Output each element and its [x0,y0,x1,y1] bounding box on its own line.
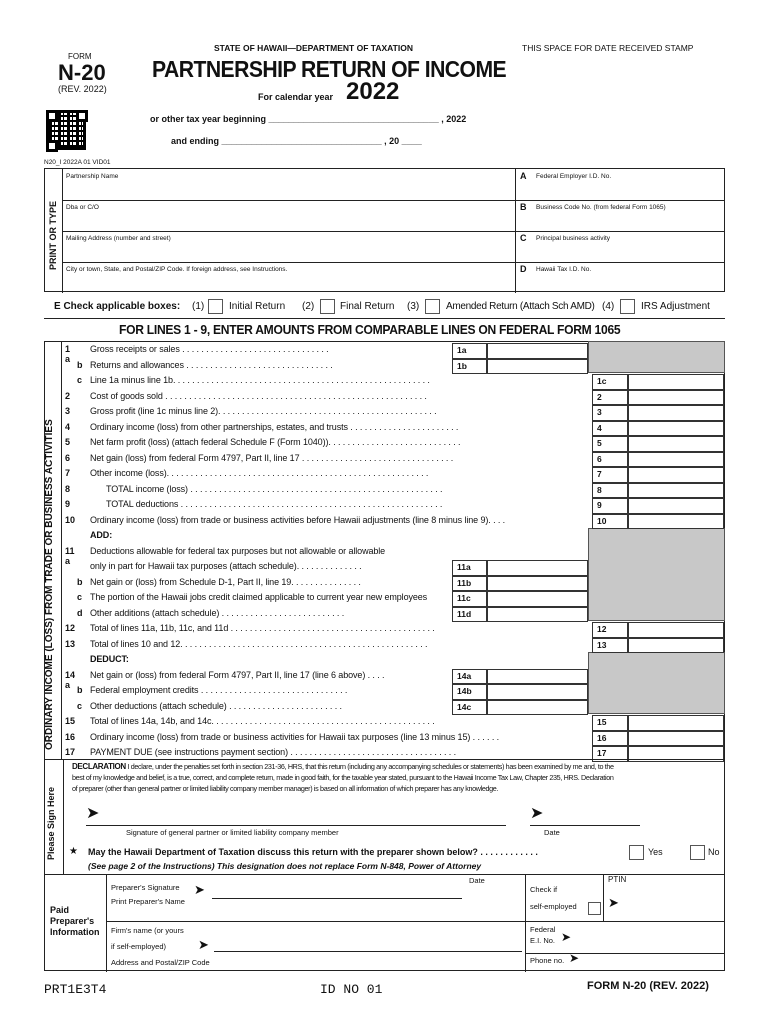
line-3-label: 3 [592,405,628,421]
final-return-checkbox[interactable] [320,299,335,314]
field-letter-a: A [520,171,527,181]
fein-input[interactable] [516,181,724,198]
line-1c-amount-input[interactable] [628,374,724,390]
irs-adjustment-label: IRS Adjustment [641,301,710,312]
ptin-arrow-icon: ➤ [608,895,619,910]
address-zip-label: Address and Postal/ZIP Code [111,958,210,967]
firm-ein-input[interactable] [578,924,720,948]
line-4-label: 4 [592,421,628,437]
line-number: 6 [65,452,71,463]
discuss-yes-label: Yes [648,847,663,857]
shaded-area-2 [588,528,725,621]
line-description: only in part for Hawaii tax purposes (attach schedule). . . . . . . . . . . . . . [90,561,362,571]
firm-name-label: Firm's name (or yours [111,926,184,935]
print-or-type-label: PRINT OR TYPE [48,200,58,270]
if-self-employed-label: if self-employed) [111,942,167,951]
check-boxes-prefix: E Check applicable boxes: [54,301,181,312]
line-number: 4 [65,421,71,432]
line-15-amount-input[interactable] [628,715,724,731]
firm-name-arrow-icon: ➤ [198,937,209,952]
line-number: b [77,685,83,695]
line-number: 7 [65,468,71,478]
line-1c-label: 1c [592,374,628,390]
field-letter-d: D [520,264,527,274]
preparers-label: Preparer's [50,916,95,926]
calendar-year: 2022 [346,78,400,105]
line-description: PAYMENT DUE (see instructions payment section) . . . . . . . . . . . . . . . . . . . . . . . . . . . . . . . . . . . [90,747,457,757]
line-14b-amount-input[interactable] [487,684,588,700]
phone-label: Phone no. [530,956,565,965]
line-13-label: 13 [592,638,628,654]
declaration-heading: DECLARATION [72,762,126,771]
line-number: 12 [65,623,76,633]
line-description: ADD: [90,530,113,540]
ordinary-income-side-label: ORDINARY INCOME (LOSS) FROM TRADE OR BUSINESS ACTIVITIES [44,419,55,750]
line-11c-amount-input[interactable] [487,591,588,607]
line-1a-label: 1a [452,343,487,359]
declaration-text-1: I declare, under the penalties set forth in section 231-36, HRS, that this return (including any accompanying schedules or statements) has been examined by me and, to the [127,762,614,771]
declaration-text-2: best of my knowledge and belief, is a true, correct, and complete return, made in good faith, for the taxable year stated, pursuant to the Hawaii Income Tax Law, Chapter 235, HRS. Declaration [72,773,614,782]
line-number: 2 [65,390,71,401]
line-3-amount-input[interactable] [628,405,724,421]
date-arrow-icon: ➤ [530,805,544,822]
declaration-text-3: of preparer (other than general partner or limited liability company member manager) is based on all information of which preparer has any knowledge. [72,784,499,793]
line-description: Ordinary income (loss) from other partnerships, estates, and trusts . . . . . . . . . . . . . . . . . . . . . . . [90,421,459,432]
mailing-address-label: Mailing Address (number and street) [66,235,171,242]
line-description: TOTAL income (loss) . . . . . . . . . . . . . . . . . . . . . . . . . . . . . . . . . . . . . . . . . . . . . . . . . . . . . [106,483,443,494]
form-id-code: N20_I 2022A 01 VID01 [44,159,111,166]
line-11b-label: 11b [452,576,487,592]
preparer-date-label: Date [469,876,485,885]
line-number: c [77,700,83,711]
line-number: 8 [65,483,71,494]
preparer-signature-label: Preparer's Signature [111,883,180,892]
form-revision: (REV. 2022) [58,84,107,94]
line-13-amount-input[interactable] [628,638,724,654]
line-number: 10 [65,514,76,525]
line-description: Total of lines 10 and 12. . . . . . . . . . . . . . . . . . . . . . . . . . . . . . . . . . . . . . . . . . . . . . . . . . . . [90,638,428,649]
declaration-line-1 [72,762,614,771]
line-number: 11 a [65,545,75,566]
firm-address-input[interactable] [214,955,522,969]
line-description: Returns and allowances . . . . . . . . . . . . . . . . . . . . . . . . . . . . . . . [90,359,333,370]
line-description: TOTAL deductions . . . . . . . . . . . . . . . . . . . . . . . . . . . . . . . . . . . . . . . . . . . . . . . . . . . . . . . [106,499,443,509]
line-description: Other income (loss). . . . . . . . . . . . . . . . . . . . . . . . . . . . . . . . . . . . . . . . . . . . . . . . . . . . . . . [90,468,429,478]
line-4-amount-input[interactable] [628,421,724,437]
dba-input[interactable] [62,212,513,229]
line-5-amount-input[interactable] [628,436,724,452]
shaded-area-1 [588,341,725,373]
print-preparer-name-label: Print Preparer's Name [111,897,185,906]
checkbox-1-num: (1) [192,301,205,312]
check-if-label: Check if [530,885,558,894]
line-number: c [77,375,83,385]
dba-label: Dba or C/O [66,204,99,211]
line-number: 5 [65,437,71,447]
line-11d-amount-input[interactable] [487,607,588,623]
line-number: b [77,576,83,587]
hawaii-tax-id-input[interactable] [516,274,724,291]
form-title: PARTNERSHIP RETURN OF INCOME [152,56,507,82]
line-7-label: 7 [592,467,628,483]
field-letter-c: C [520,233,527,243]
paid-label: Paid [50,905,70,915]
line-number: 13 [65,638,76,649]
line-11d-label: 11d [452,607,487,623]
information-label: Information [50,927,100,937]
line-15-label: 15 [592,715,628,731]
line-11b-amount-input[interactable] [487,576,588,592]
line-16-label: 16 [592,731,628,747]
line-description: Deductions allowable for federal tax purposes but not allowable or allowable [90,545,386,556]
section-heading: FOR LINES 1 - 9, ENTER AMOUNTS FROM COMPARABLE LINES ON FEDERAL FORM 1065 [119,322,621,337]
line-number: 15 [65,716,76,726]
line-description: Other deductions (attach schedule) . . . . . . . . . . . . . . . . . . . . . . . . [90,700,342,711]
line-description: Other additions (attach schedule) . . . . . . . . . . . . . . . . . . . . . . . . . . [90,607,345,618]
line-description: Cost of goods sold . . . . . . . . . . . . . . . . . . . . . . . . . . . . . . . . . . . . . . . . . . . . . . . . . . . . . . . [90,390,427,401]
line-14a-label: 14a [452,669,487,685]
discuss-no-checkbox[interactable] [690,845,705,860]
line-description: Federal employment credits . . . . . . . . . . . . . . . . . . . . . . . . . . . . . . . [90,685,348,695]
line-number: 16 [65,731,76,742]
principal-activity-label: Principal business activity [536,235,611,242]
checkbox-3-num: (3) [407,301,420,312]
amended-return-label: Amended Return (Attach Sch AMD) [446,301,595,312]
partnership-name-label: Partnership Name [66,173,119,180]
ptin-label: PTIN [608,875,627,884]
checkbox-4-num: (4) [602,301,615,312]
line-9-label: 9 [592,498,628,514]
line-5-label: 5 [592,436,628,452]
preparer-name-input[interactable] [212,880,462,910]
line-8-label: 8 [592,483,628,499]
line-11c-label: 11c [452,591,487,607]
initial-return-label: Initial Return [229,301,286,312]
fein-label: Federal Employer I.D. No. [536,173,612,180]
principal-activity-input[interactable] [516,243,724,260]
stamp-space-label: THIS SPACE FOR DATE RECEIVED STAMP [522,43,694,53]
line-number: 17 [65,747,76,757]
ptin-input[interactable] [624,890,720,914]
line-description: Ordinary income (loss) from trade or business activities for Hawaii tax purposes (line 13 minus 15) . . . . . . [90,731,500,742]
federal-label: Federal [530,925,556,934]
line-6-label: 6 [592,452,628,468]
line-17-label: 17 [592,746,628,762]
line-1b-amount-input[interactable] [487,359,588,375]
firm-name-input[interactable] [214,930,522,950]
line-description: Net gain (loss) from federal Form 4797, Part II, line 17 . . . . . . . . . . . . . . . . . . . . . . . . . . . . . . . . [90,452,454,463]
line-8-amount-input[interactable] [628,483,724,499]
line-number: d [77,607,83,618]
star-icon: ★ [69,846,78,857]
business-code-input[interactable] [516,212,724,229]
ein-arrow-icon: ➤ [561,930,572,944]
line-1b-label: 1b [452,359,487,375]
initial-return-checkbox[interactable] [208,299,223,314]
city-state-zip-label: City or town, State, and Postal/ZIP Code. If foreign address, see Instructions. [66,266,288,273]
line-14c-amount-input[interactable] [487,700,588,716]
sign-date-input[interactable] [548,805,640,824]
field-letter-b: B [520,202,527,212]
sign-date-label: Date [544,828,560,837]
line-10-amount-input[interactable] [628,514,724,530]
line-description: DEDUCT: [90,654,129,664]
discuss-note: (See page 2 of the Instructions) This designation does not replace Form N-848, Power of Attorney [88,861,482,871]
line-11a-label: 11a [452,560,487,576]
line-10-label: 10 [592,514,628,530]
form-label: FORM [68,52,92,61]
line-number: 14 a [65,669,76,690]
line-2-label: 2 [592,390,628,406]
line-12-label: 12 [592,622,628,638]
phone-arrow-icon: ➤ [569,951,580,965]
discuss-question: May the Hawaii Department of Taxation discuss this return with the preparer shown below? . . . . . . . . . . . . [88,847,538,857]
line-number: c [77,592,83,602]
line-description: Gross receipts or sales . . . . . . . . . . . . . . . . . . . . . . . . . . . . . . . [90,344,329,354]
line-description: Total of lines 11a, 11b, 11c, and 11d . . . . . . . . . . . . . . . . . . . . . . . . . . . . . . . . . . . . . . . . . . . [90,623,435,633]
business-code-label: Business Code No. (from federal Form 1065) [536,204,666,211]
please-sign-here-label: Please Sign Here [46,786,56,860]
checkbox-2-num: (2) [302,301,315,312]
final-return-label: Final Return [340,301,395,312]
line-14c-label: 14c [452,700,487,716]
line-1a-amount-input[interactable] [487,343,588,359]
line-11a-amount-input[interactable] [487,560,588,576]
irs-adjustment-checkbox[interactable] [620,299,635,314]
partnership-name-input[interactable] [62,181,513,198]
line-12-amount-input[interactable] [628,622,724,638]
line-number: 3 [65,406,71,416]
ein-label: E.I. No. [530,936,556,945]
discuss-no-label: No [708,847,720,857]
hawaii-tax-id-label: Hawaii Tax I.D. No. [536,266,592,273]
signature-label: Signature of general partner or limited liability company member [126,828,339,837]
line-16-amount-input[interactable] [628,731,724,747]
line-description: Ordinary income (loss) from trade or business activities before Hawaii adjustments (line 8 minus line 9). . . . [90,514,506,525]
city-state-zip-input[interactable] [62,274,513,291]
footer-form-label: FORM N-20 (REV. 2022) [587,980,709,992]
line-description: Net gain or (loss) from federal Form 4797, Part II, line 17 (line 6 above) . . . . [90,669,385,680]
line-number: 9 [65,499,71,509]
signature-input[interactable] [106,805,506,824]
line-2-amount-input[interactable] [628,390,724,406]
line-description: Gross profit (line 1c minus line 2). . . . . . . . . . . . . . . . . . . . . . . . . . . . . . . . . . . . . . . . . . . . . . [90,406,437,416]
line-9-amount-input[interactable] [628,498,724,514]
form-number: N-20 [58,60,106,85]
amended-return-checkbox[interactable] [425,299,440,314]
agency-name: STATE OF HAWAII—DEPARTMENT OF TAXATION [214,43,413,53]
qr-code [46,110,88,152]
line-6-amount-input[interactable] [628,452,724,468]
preparer-signature-arrow-icon: ➤ [194,882,205,897]
self-employed-label: self-employed [530,902,577,911]
line-number: b [77,359,83,370]
tax-year-beginning[interactable]: or other tax year beginning __________________________________ , 2022 [150,114,467,124]
footer-id-no: ID NO 01 [320,982,383,997]
line-description: Net gain or (loss) from Schedule D-1, Part II, line 19. . . . . . . . . . . . . . . [90,576,361,587]
calendar-year-label: For calendar year [258,92,334,102]
tax-year-ending[interactable]: and ending ________________________________ , 20 ____ [171,136,422,146]
footer-code: PRT1E3T4 [44,982,107,997]
signature-arrow-icon: ➤ [86,805,100,822]
line-description: Line 1a minus line 1b. . . . . . . . . . . . . . . . . . . . . . . . . . . . . . . . . . . . . . . . . . . . . . . . . . . . . . [90,375,430,385]
mailing-address-input[interactable] [62,243,513,260]
line-7-amount-input[interactable] [628,467,724,483]
line-description: Total of lines 14a, 14b, and 14c. . . . . . . . . . . . . . . . . . . . . . . . . . . . . . . . . . . . . . . . . . . . . . . [90,716,435,726]
line-14a-amount-input[interactable] [487,669,588,685]
self-employed-checkbox[interactable] [588,902,601,915]
line-description: The portion of the Hawaii jobs credit claimed applicable to current year new employees [90,592,428,602]
phone-input[interactable] [586,953,720,969]
discuss-yes-checkbox[interactable] [629,845,644,860]
shaded-area-3 [588,652,725,714]
line-number: 1 a [65,344,71,364]
line-14b-label: 14b [452,684,487,700]
line-description: Net farm profit (loss) (attach federal Schedule F (Form 1040)). . . . . . . . . . . . . . . . . . . . . . . . . . . . [90,437,461,447]
